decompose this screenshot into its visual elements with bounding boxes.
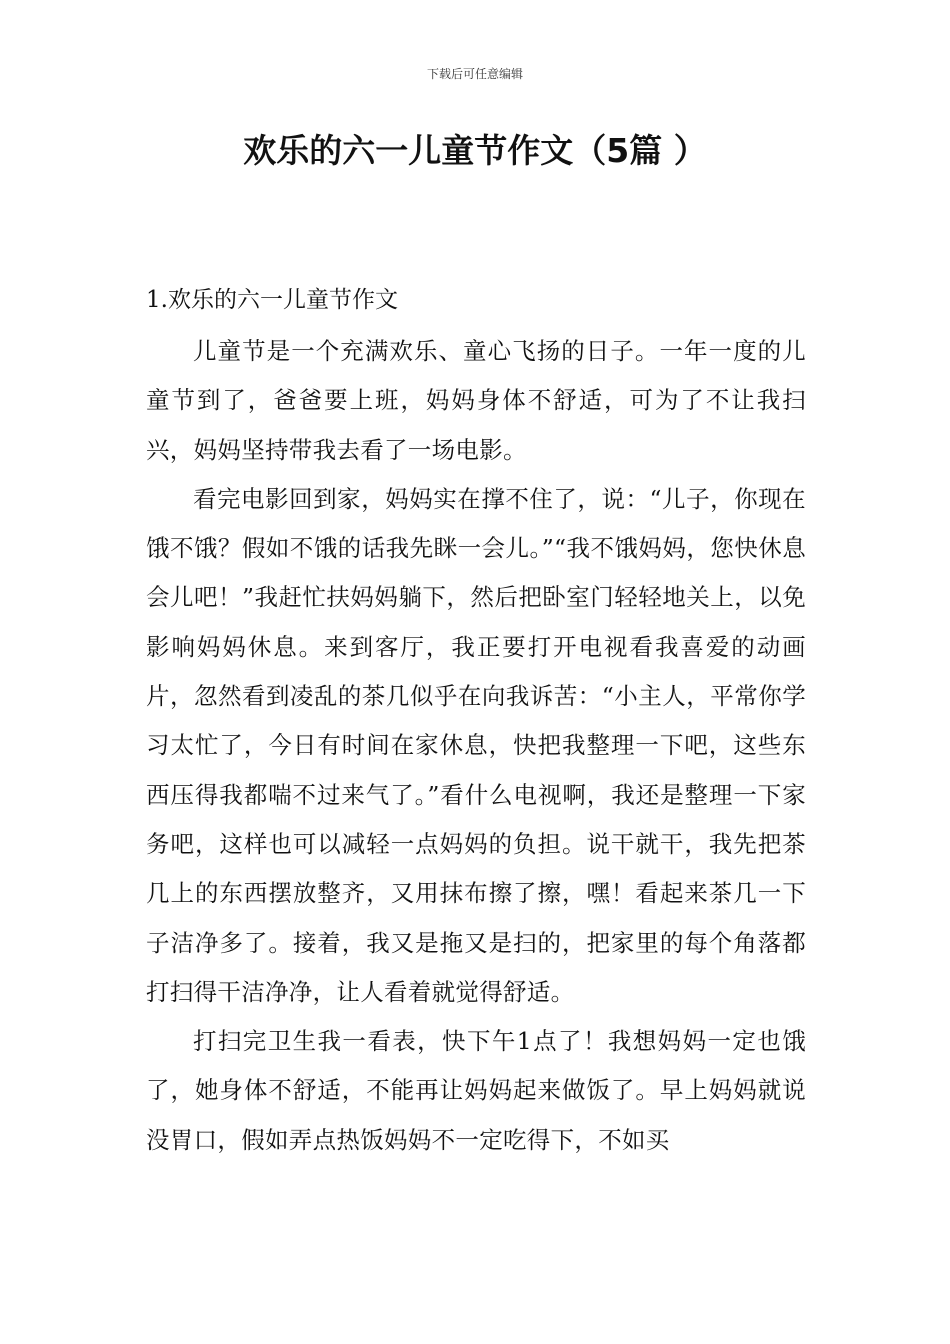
paragraph-2: 看完电影回到家，妈妈实在撑不住了，说：“儿子，你现在饿不饿？假如不饿的话我先眯一会儿。”“我不饿妈妈，您快休息会儿吧！”我赶忙扶妈妈躺下，然后把卧室门轻轻地关上，以免影响妈妈休息。来到客厅，我正要打开电视看我喜爱的动画片，忽然看到凌乱的茶几似乎在向我诉苦：“小主人，平常你学习太忙了，今日有时间在家休息，快把我整理一下吧，这些东西压得我都喘不过来气了。”看什么电视啊，我还是整理一下家务吧，这样也可以减轻一点妈妈的负担。说干就干，我先把茶几上的东西摆放整齐，又用抹布擦了擦，嘿！看起来茶几一下子洁净多了。接着，我又是拖又是扫的，把家里的每个角落都打扫得干洁净净，让人看着就觉得舒适。 xyxy=(146,484,806,1006)
document-body xyxy=(146,327,806,1165)
section-heading: 1.欢乐的六一儿童节作文 xyxy=(146,287,398,313)
paragraph-3: 打扫完卫生我一看表，快下午1点了！我想妈妈一定也饿了，她身体不舒适，不能再让妈妈起来做饭了。早上妈妈就说没胃口，假如弄点热饭妈妈不一定吃得下，不如买 xyxy=(146,1027,806,1154)
document-title: 欢乐的六一儿童节作文（5篇 ） xyxy=(243,131,707,170)
paragraph-1: 儿童节是一个充满欢乐、童心飞扬的日子。一年一度的儿童节到了，爸爸要上班，妈妈身体不舒适，可为了不让我扫兴，妈妈坚持带我去看了一场电影。 xyxy=(146,337,806,464)
header-note: 下载后可任意编辑 xyxy=(426,67,523,81)
